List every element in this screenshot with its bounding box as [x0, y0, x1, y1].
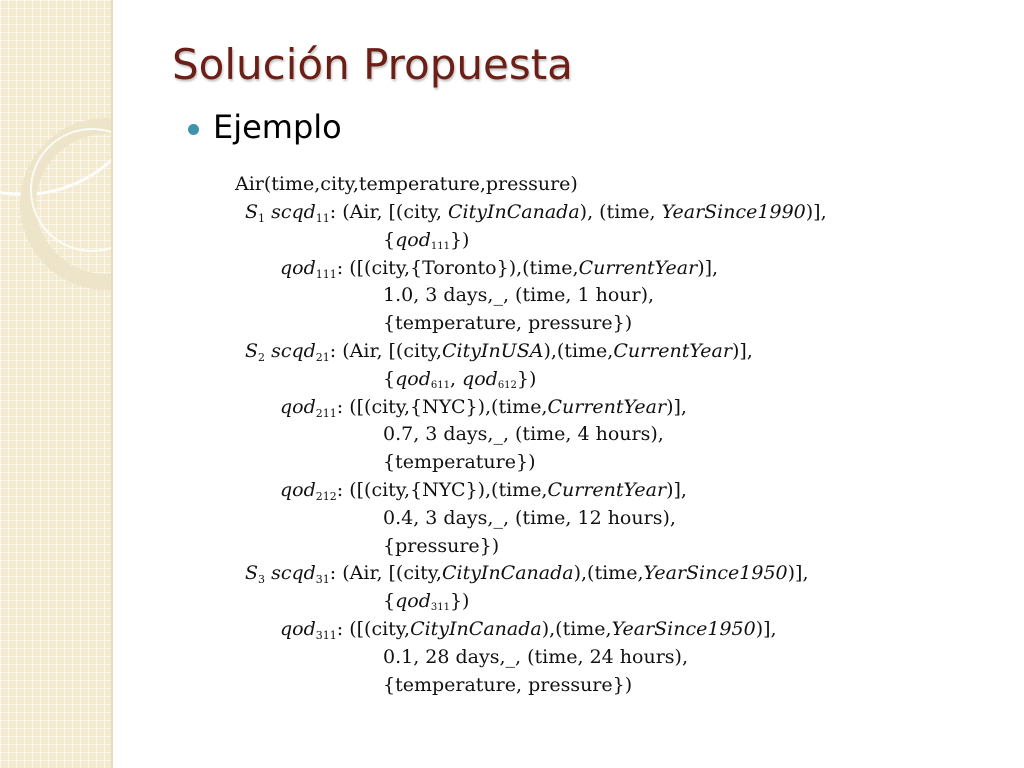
scqd-prefix: : (Air, [(city,	[329, 201, 448, 223]
qod-attributes: {pressure})	[383, 534, 500, 557]
qod-ref-index: 311	[430, 602, 450, 614]
scqd-suffix: )],	[805, 201, 827, 223]
qod-ref: qod	[395, 590, 431, 613]
scqd-line	[245, 337, 753, 365]
qod-index: 212	[315, 490, 337, 503]
set-close: })	[516, 367, 537, 390]
qod-index: 211	[315, 406, 337, 420]
qod-attributes: {temperature})	[383, 451, 536, 474]
qod-line	[280, 254, 718, 282]
scqd-index: 21	[315, 351, 330, 364]
schema-line: Air(time,city,temperature,pressure)	[235, 173, 578, 195]
qod-attributes-line	[383, 532, 499, 560]
qod-ref-index: 612	[497, 379, 517, 391]
scqd-line	[245, 559, 809, 587]
qod-ref: qod	[395, 367, 431, 390]
scqd-index: 11	[315, 212, 330, 225]
set-open: {	[383, 228, 396, 251]
qod-name: qod	[280, 618, 316, 640]
qod-attributes: {temperature, pressure})	[383, 673, 633, 696]
scqd-suffix: )],	[787, 562, 809, 585]
slide-title: Solución Propuesta	[172, 40, 573, 89]
scqd-condition: CurrentYear	[613, 340, 732, 362]
scqd-name: scqd	[271, 340, 316, 362]
source-label: S	[245, 340, 259, 362]
qod-ref: qod	[395, 228, 431, 251]
qod-index: 311	[315, 629, 337, 642]
qod-params: 0.7, 3 days,_, (time, 4 hours),	[383, 423, 664, 446]
qod-condition: CurrentYear	[578, 256, 698, 279]
scqd-condition: CityInCanada	[448, 201, 580, 223]
scqd-middle: ), (time,	[579, 201, 662, 223]
source-index: 1	[258, 212, 266, 225]
scqd-set-line	[383, 365, 536, 393]
scqd-line	[245, 198, 827, 226]
scqd-index: 31	[315, 573, 330, 587]
qod-suffix: )],	[666, 395, 687, 418]
qod-attributes-line	[383, 448, 536, 476]
qod-params-line	[383, 281, 654, 309]
qod-attributes-line	[383, 671, 632, 699]
qod-name: qod	[280, 256, 316, 279]
scqd-name: scqd	[271, 562, 316, 585]
bullet-text: Ejemplo	[213, 108, 342, 146]
scqd-prefix: : (Air, [(city,	[329, 340, 442, 362]
scqd-middle: ),(time,	[573, 562, 644, 585]
qod-prefix: : ([(city,{Toronto}),(time,	[336, 256, 579, 279]
qod-line	[280, 476, 687, 504]
scqd-condition: YearSince1950	[643, 562, 788, 585]
qod-ref: qod	[462, 367, 498, 390]
scqd-condition: CityInCanada	[441, 562, 574, 585]
qod-params: 0.1, 28 days,_, (time, 24 hours),	[383, 645, 688, 668]
set-close: })	[449, 228, 470, 251]
set-open: {	[383, 590, 396, 613]
qod-params: 0.4, 3 days,_, (time, 12 hours),	[383, 506, 676, 529]
qod-attributes-line	[383, 309, 632, 337]
qod-condition: CurrentYear	[547, 395, 667, 418]
qod-prefix: : ([(city,	[336, 618, 411, 640]
qod-suffix: )],	[697, 256, 719, 279]
qod-params-line	[383, 504, 676, 532]
qod-attributes: {temperature, pressure})	[383, 312, 633, 335]
scqd-name: scqd	[271, 201, 316, 223]
qod-condition: CurrentYear	[547, 479, 667, 501]
qod-condition: CityInCanada	[410, 618, 542, 640]
scqd-set-line	[383, 587, 469, 615]
qod-params-line	[383, 643, 688, 671]
qod-params-line	[383, 420, 664, 448]
qod-name: qod	[280, 479, 316, 501]
qod-prefix: : ([(city,{NYC}),(time,	[336, 395, 548, 418]
qod-ref-index: 111	[430, 240, 450, 252]
scqd-set-line	[383, 226, 469, 254]
source-label: S	[245, 201, 259, 223]
separator: ,	[449, 367, 463, 390]
qod-name: qod	[280, 395, 316, 418]
qod-params: 1.0, 3 days,_, (time, 1 hour),	[383, 284, 655, 307]
scqd-condition: CityInUSA	[441, 340, 544, 362]
set-open: {	[383, 367, 396, 390]
scqd-condition: YearSince1990	[661, 201, 806, 223]
source-index: 3	[258, 573, 266, 587]
scqd-middle: ),(time,	[543, 340, 614, 362]
qod-index: 111	[315, 267, 337, 281]
source-index: 2	[258, 351, 266, 364]
scqd-suffix: )],	[731, 340, 753, 362]
qod-condition: YearSince1950	[611, 618, 756, 640]
qod-suffix: )],	[666, 479, 687, 501]
qod-suffix: )],	[755, 618, 777, 640]
set-close: })	[449, 590, 470, 613]
scqd-prefix: : (Air, [(city,	[329, 562, 442, 585]
qod-ref-index: 611	[430, 379, 450, 391]
qod-middle: ),(time,	[541, 618, 612, 640]
qod-line	[280, 615, 777, 643]
qod-line	[280, 393, 687, 421]
source-label: S	[245, 562, 259, 585]
qod-prefix: : ([(city,{NYC}),(time,	[336, 479, 548, 501]
